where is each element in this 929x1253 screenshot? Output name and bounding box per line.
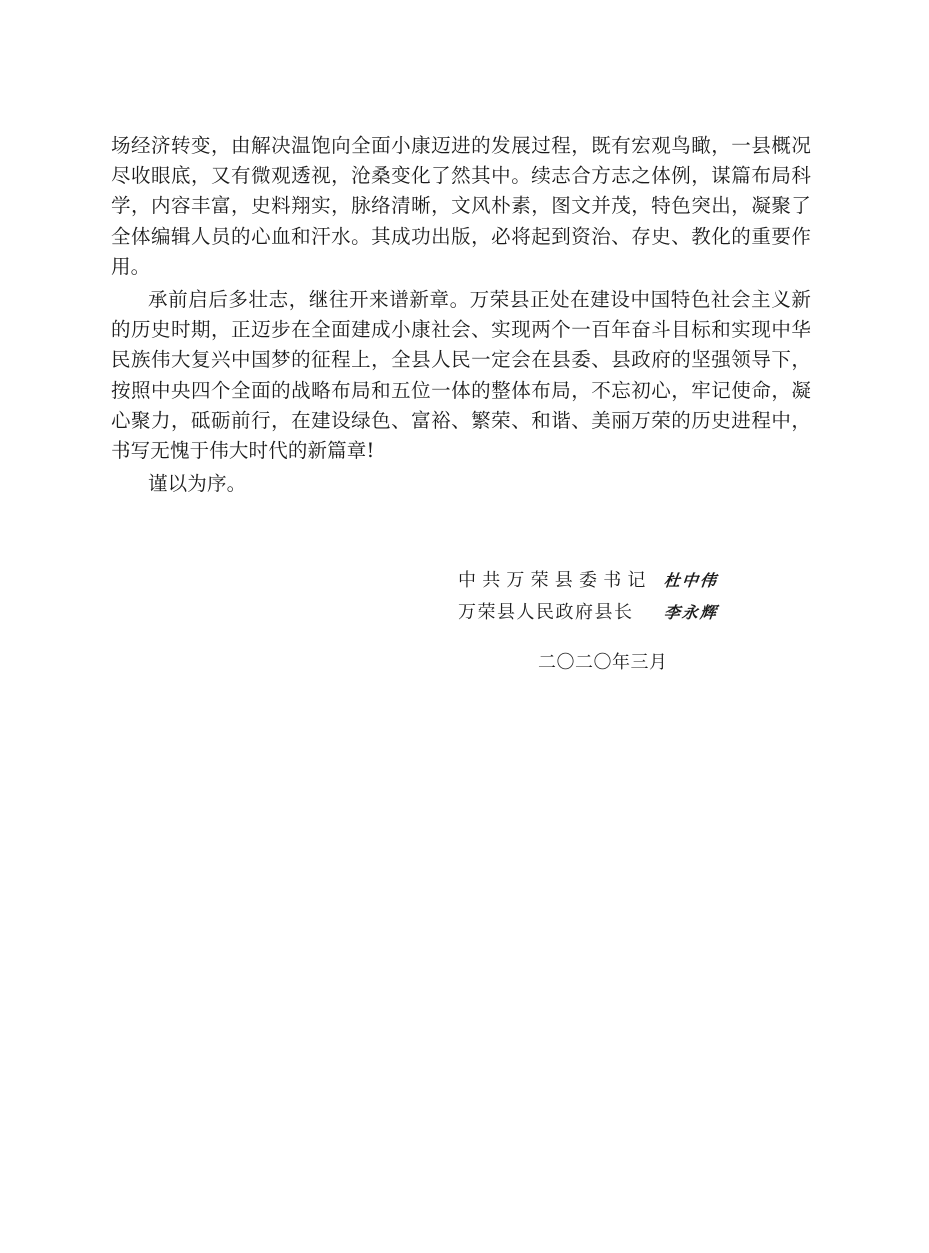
closing-remark: 谨以为序。 bbox=[148, 472, 247, 496]
paragraph: 承前启后多壮志，继往开来谱新章。万荣县正处在建设中国特色社会主义新的历史时期，正迈步在全面建成小康社会、实现两个一百年奋斗目标和实现中华民族伟大复兴中国梦的征程上，全县人民一定会在县委、县政府的坚强领导下，按照中央四个全面的战略布局和五位一体的整体布局，不忘初心，牢记使命，凝心聚力，砥砺前行，在建设绿色、富裕、繁荣、和谐、美丽万荣的历史进程中，书写无愧于伟大时代的新篇章! bbox=[111, 288, 811, 463]
body-text bbox=[111, 131, 811, 502]
handwritten-signature: 李永辉 bbox=[662, 602, 719, 622]
paragraph: 场经济转变，由解决温饱向全面小康迈进的发展过程，既有宏观鸟瞰，一县概况尽收眼底，又有微观透视，沧桑变化了然其中。续志合方志之体例，谋篇布局科学，内容丰富，史料翔实，脉络清晰，文风朴素，图文并茂，特色突出，凝聚了全体编辑人员的心血和汗水。其成功出版，必将起到资治、存史、教化的重要作用。 bbox=[111, 134, 811, 278]
signature-line bbox=[458, 563, 778, 595]
handwritten-signature: 杜中伟 bbox=[662, 570, 719, 590]
signatory-title: 中共万荣县委书记 bbox=[458, 570, 652, 591]
signatory-title: 万荣县人民政府县长 bbox=[458, 602, 634, 623]
signature-line bbox=[458, 595, 778, 627]
date: 二〇二〇年三月 bbox=[538, 652, 668, 673]
signature-block bbox=[458, 563, 778, 627]
